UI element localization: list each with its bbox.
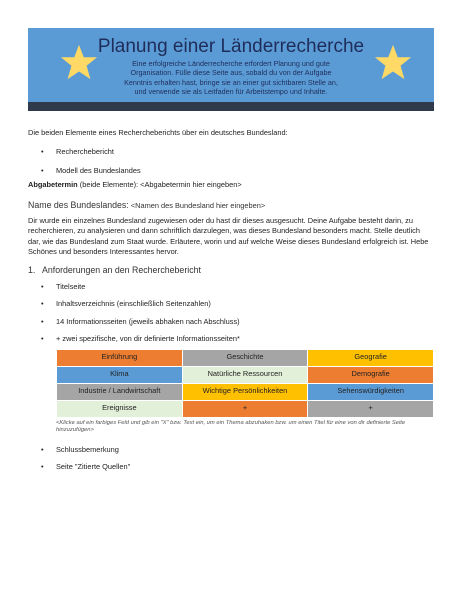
document-body — [28, 128, 434, 472]
star-icon — [374, 42, 412, 82]
topic-cell[interactable]: Sehenswürdigkeiten — [308, 383, 434, 400]
topics-row — [57, 349, 434, 366]
topic-cell[interactable]: Natürliche Ressourcen — [182, 366, 308, 383]
topics-row — [57, 366, 434, 383]
closing-list — [28, 445, 434, 473]
topics-row — [57, 400, 434, 417]
topics-row — [57, 383, 434, 400]
state-name-field[interactable]: <Namen des Bundesland hier eingeben> — [128, 200, 266, 210]
page-title: Planung einer Länderrecherche — [97, 36, 365, 57]
header-divider-bar — [28, 102, 434, 111]
list-item: • Schlussbemerkung — [28, 445, 434, 455]
page-subtitle: Eine erfolgreiche Länderrecherche erfordert Planung und gute Organisation. Fülle diese Seite aus, sobald du von der Aufgabe Kenntnis erhalten hast, bringe sie an einer gut sichtbaren Stelle an, und verwende sie als Leitfaden für Arbeitstempo und Inhalte. — [124, 59, 338, 97]
state-name-line — [28, 200, 434, 211]
list-item: • Seite "Zitierte Quellen" — [28, 462, 434, 472]
deadline-field[interactable]: (beide Elemente): <Abgabetermin hier eingeben> — [77, 180, 242, 190]
list-item: • Inhaltsverzeichnis (einschließlich Seitenzahlen) — [28, 299, 434, 309]
state-label: Name des Bundeslandes: — [28, 199, 129, 210]
topics-table — [56, 349, 434, 418]
topic-cell[interactable]: Wichtige Persönlichkeiten — [182, 383, 308, 400]
topic-cell[interactable]: Klima — [57, 366, 183, 383]
list-item: • Recherchebericht — [28, 147, 434, 157]
list-item: • + zwei spezifische, von dir definierte Informationsseiten* — [28, 334, 434, 344]
section-title: Anforderungen an den Recherchebericht — [42, 264, 201, 275]
table-caption: <Klicke auf ein farbiges Feld und gib ein "X" bzw. Text ein, um ein Thema abzuhaken bzw. um einen Titel für eine von dir definierte Seite hinzuzufügen> — [56, 419, 406, 434]
topic-cell[interactable]: Einführung — [57, 349, 183, 366]
list-item: • 14 Informationsseiten (jeweils abhaken nach Abschluss) — [28, 317, 434, 327]
topic-cell[interactable]: + — [308, 400, 434, 417]
topic-cell[interactable]: Industrie / Landwirtschaft — [57, 383, 183, 400]
topic-cell[interactable]: Ereignisse — [57, 400, 183, 417]
section-heading — [28, 265, 434, 275]
intro-text: Die beiden Elemente eines Rechercheberichts über ein deutsches Bundesland: — [28, 128, 288, 137]
description-text: Dir wurde ein einzelnes Bundesland zugewiesen oder du hast dir dieses ausgesucht. Deine Aufgabe besteht darin, zu recherchieren, zu analysieren und dann schriftlich darzulegen, was dieses Bundesland besonders macht. Stelle deutlich dar, wie das Bundesland zum Staat wurde. Erläutere, worin und auf welche Weise dieses Bundesland erfolgreich ist. Hebe Schönes und besonders Interessantes hervor. — [28, 216, 429, 257]
topic-cell[interactable]: Geografie — [308, 349, 434, 366]
requirements-list — [28, 282, 434, 345]
elements-list — [28, 147, 434, 176]
topic-cell[interactable]: Geschichte — [182, 349, 308, 366]
section-number: 1. — [28, 264, 36, 275]
header-banner — [28, 28, 434, 102]
list-item: • Modell des Bundeslandes — [28, 166, 434, 176]
list-item: • Titelseite — [28, 282, 434, 292]
topic-cell[interactable]: + — [182, 400, 308, 417]
deadline-label: Abgabetermin — [28, 180, 78, 190]
topic-cell[interactable]: Demografie — [308, 366, 434, 383]
deadline-line — [28, 180, 434, 190]
